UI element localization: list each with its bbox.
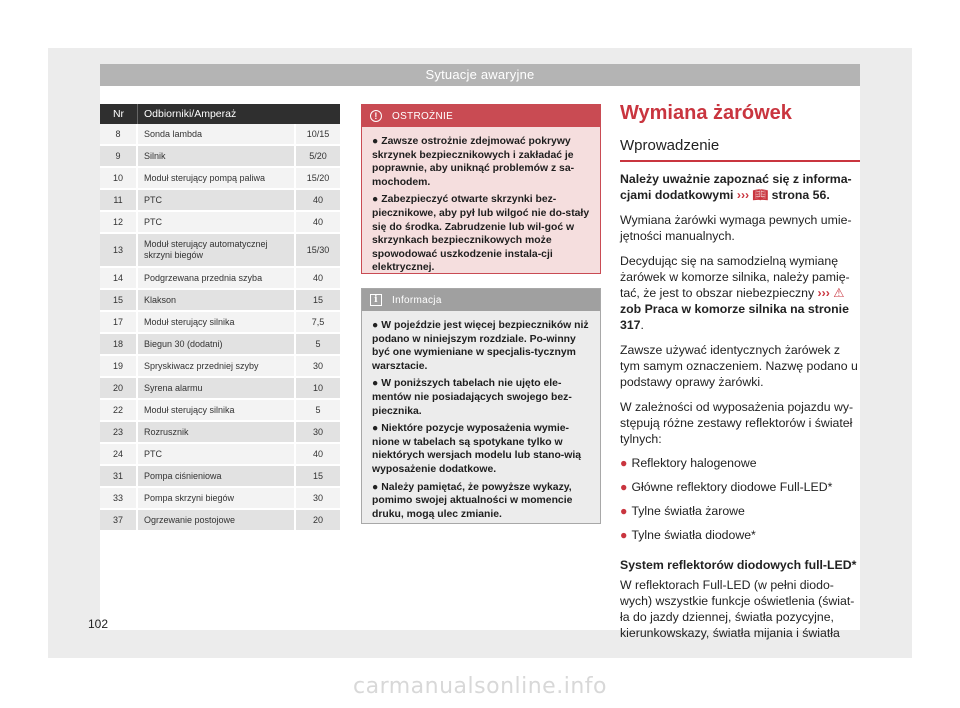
cell-amperage: 5	[315, 405, 321, 415]
table-row	[100, 212, 340, 234]
cell-nr: 37	[100, 510, 138, 530]
list-item: ● Tylne światła diodowe*	[620, 528, 756, 542]
list-item: ● Zawsze ostrożnie zdejmować pokrywy skrzynek bezpiecznikowych i zakładać je poprawnie, aby uniknąć problemów z sa-mochodem.	[372, 136, 575, 188]
right-column	[620, 100, 860, 641]
cell-name: PTC	[138, 212, 296, 232]
cell-nr: 14	[100, 268, 138, 288]
bullet-icon: ●	[372, 423, 379, 435]
cell-nr: 15	[100, 290, 138, 310]
cell-amperage: 40	[312, 449, 323, 459]
section-title: Wymiana żarówek	[620, 102, 792, 124]
cell-amperage: 15	[312, 295, 323, 305]
cell-amperage: 10/15	[306, 129, 330, 139]
paragraph: W reflektorach Full-LED (w pełni diodo-wych) wszystkie funkcje oświetlenia (świat-ła do jazdy dziennej, światła pozycyjne, kierunkowskazy, światła mijania i światła	[620, 578, 855, 640]
cell-nr: 20	[100, 378, 138, 398]
cell-amperage: 5/20	[309, 151, 327, 161]
cell-name: Moduł sterujący silnika	[138, 400, 296, 420]
paragraph: W zależności od wyposażenia pojazdu wy-stępują różne zestawy reflektorów i świateł tylnych:	[620, 400, 854, 446]
cell-amperage: 40	[312, 217, 323, 227]
cell-nr: 8	[100, 124, 138, 144]
cell-nr: 31	[100, 466, 138, 486]
list-item: ● W pojeździe jest więcej bezpieczników niż podano w niniejszym rozdziale. Po-winny być one wymieniane w specjalis-tycznym warsztacie.	[372, 320, 589, 372]
bullet-icon: ●	[372, 320, 379, 331]
list-item: ● Reflektory halogenowe	[620, 456, 757, 470]
warning-title: OSTROŻNIE	[392, 110, 454, 122]
cell-amperage: 20	[312, 515, 323, 525]
body-text	[620, 171, 860, 641]
page-number: 102	[88, 617, 109, 631]
list-item: ● Tylne światła żarowe	[620, 504, 745, 518]
table-row	[100, 400, 340, 422]
cell-nr: 13	[100, 234, 138, 266]
exclamation-icon: !	[370, 110, 382, 122]
cell-amperage: 15/30	[306, 245, 330, 255]
warning-body	[362, 127, 600, 289]
cell-name: PTC	[138, 444, 296, 464]
page-link[interactable]: strona 56	[771, 188, 827, 202]
cell-amperage: 5	[315, 339, 321, 349]
subheading: System reflektorów diodowych full-LED*	[620, 558, 857, 572]
cell-name: Moduł sterujący silnika	[138, 312, 296, 332]
table-row	[100, 422, 340, 444]
cell-nr: 11	[100, 190, 138, 210]
col-nr-header: Nr	[100, 104, 138, 124]
cell-name: Moduł sterujący pompą paliwa	[138, 168, 296, 188]
cell-name: Ogrzewanie postojowe	[138, 510, 296, 530]
table-header	[100, 104, 340, 124]
table-row	[100, 334, 340, 356]
cell-nr: 23	[100, 422, 138, 442]
table-row	[100, 168, 340, 190]
bullet-icon: ●	[620, 480, 628, 494]
list-item: ● W poniższych tabelach nie ujęto ele-mentów nie posiadających swojego bez-piecznika.	[372, 378, 572, 417]
cell-amperage: 30	[312, 427, 323, 437]
info-header	[362, 289, 600, 311]
cell-amperage: 7,5	[311, 317, 325, 327]
table-row	[100, 146, 340, 168]
table-row	[100, 312, 340, 334]
cell-amperage: 15/20	[306, 173, 330, 183]
bullet-icon: ●	[372, 136, 379, 147]
list-item: ● Zabezpieczyć otwarte skrzynki bez-piecznikowe, aby pył lub wilgoć nie do-stały się do środka. Zabrudzenie lub wil-goć w skrzynkach bezpiecznikowych może spowodować uszkodzenie instala-cji elektrycznej.	[372, 194, 590, 274]
paragraph: Decydując się na samodzielną wymianę żarówek w komorze silnika, należy pamię-tać, że jest to obszar niebezpieczny ››› ⚠︎ zob Praca w komorze silnika na stronie 317.	[620, 254, 850, 332]
bullet-icon: ●	[620, 528, 628, 542]
fuse-table	[100, 104, 340, 532]
table-row	[100, 444, 340, 466]
table-row	[100, 488, 340, 510]
warning-header	[362, 105, 600, 127]
paragraph: Wymiana żarówki wymaga pewnych umie-jętności manualnych.	[620, 213, 852, 243]
cell-name: Pompa skrzyni biegów	[138, 488, 296, 508]
cell-amperage: 30	[312, 361, 323, 371]
cell-name: Pompa ciśnieniowa	[138, 466, 296, 486]
table-row	[100, 268, 340, 290]
cell-name: Syrena alarmu	[138, 378, 296, 398]
table-row	[100, 190, 340, 212]
cell-name: Silnik	[138, 146, 296, 166]
watermark: carmanualsonline.info	[353, 674, 607, 699]
cell-nr: 17	[100, 312, 138, 332]
table-body	[100, 124, 340, 532]
cell-amperage: 40	[312, 195, 323, 205]
table-row	[100, 290, 340, 312]
info-box	[361, 288, 601, 524]
cell-name: PTC	[138, 190, 296, 210]
info-icon: i	[370, 294, 382, 306]
warning-box	[361, 104, 601, 274]
section-header: Sytuacje awaryjne	[100, 64, 860, 86]
list-item: ● Niektóre pozycje wyposażenia wymie-nione w tabelach są spotykane tylko w niektórych wersjach modelu lub stano-wią wyposażenie dodatkowe.	[372, 423, 582, 475]
bullet-icon: ●	[620, 456, 628, 470]
warning-triangle-icon: ⚠︎	[833, 286, 845, 300]
cell-nr: 24	[100, 444, 138, 464]
cross-reference-link[interactable]: zob Praca w komorze silnika na stronie 317	[620, 302, 849, 332]
cell-name: Rozrusznik	[138, 422, 296, 442]
cell-name: Spryskiwacz przedniej szyby	[138, 356, 296, 376]
cell-nr: 10	[100, 168, 138, 188]
cell-nr: 33	[100, 488, 138, 508]
info-title: Informacja	[392, 294, 442, 306]
cell-amperage: 40	[312, 273, 323, 283]
list-item: ● Główne reflektory diodowe Full-LED*	[620, 480, 833, 494]
section-subtitle: Wprowadzenie	[620, 137, 860, 162]
cell-name: Podgrzewana przednia szyba	[138, 268, 296, 288]
cell-name: Biegun 30 (dodatni)	[138, 334, 296, 354]
book-icon: 📖︎	[752, 188, 769, 202]
intro-paragraph: Należy uważnie zapoznać się z informa-cjami dodatkowymi ››› 📖︎ strona 56.	[620, 172, 852, 202]
arrow-icon: ›››	[817, 286, 830, 300]
cell-nr: 22	[100, 400, 138, 420]
bullet-icon: ●	[372, 481, 379, 493]
table-row	[100, 234, 340, 268]
paragraph: Zawsze używać identycznych żarówek z tym samym oznaczeniem. Nazwę podano u podstawy oprawy żarówki.	[620, 343, 858, 389]
table-row	[100, 378, 340, 400]
cell-nr: 12	[100, 212, 138, 232]
cell-name: Moduł sterujący automatycznej skrzyni biegów	[138, 234, 296, 266]
bullet-icon: ●	[372, 378, 379, 390]
cell-nr: 9	[100, 146, 138, 166]
cell-name: Sonda lambda	[138, 124, 296, 144]
info-body	[362, 311, 600, 535]
cell-nr: 18	[100, 334, 138, 354]
cell-amperage: 10	[312, 383, 323, 393]
list-item: ● Należy pamiętać, że powyższe wykazy, pomimo swojej aktualności w momencie druku, mogą ulec zmianie.	[372, 481, 573, 520]
arrow-icon: ›››	[736, 188, 750, 202]
cell-amperage: 30	[312, 493, 323, 503]
table-row	[100, 466, 340, 488]
table-row	[100, 510, 340, 532]
col-name-header: Odbiorniki/Amperaż	[144, 108, 237, 120]
table-row	[100, 124, 340, 146]
cell-amperage: 15	[312, 471, 323, 481]
cell-nr: 19	[100, 356, 138, 376]
cell-name: Klakson	[138, 290, 296, 310]
table-row	[100, 356, 340, 378]
bullet-icon: ●	[372, 194, 379, 206]
bullet-icon: ●	[620, 504, 628, 518]
